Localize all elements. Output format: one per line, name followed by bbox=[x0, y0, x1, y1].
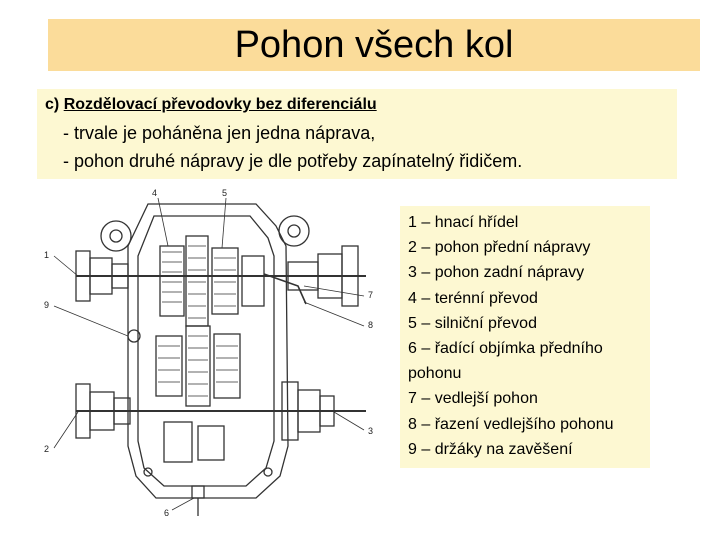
legend-item: 8 – řazení vedlejšího pohonu bbox=[408, 415, 614, 433]
gear-upper-4 bbox=[242, 256, 264, 306]
gear-upper-1 bbox=[160, 246, 184, 316]
legend-item: 3 – pohon zadní nápravy bbox=[408, 264, 585, 282]
drawing-label: 5 bbox=[222, 188, 228, 198]
drawing-label: 4 bbox=[152, 188, 158, 198]
title-banner bbox=[48, 19, 700, 71]
mount-ear-right bbox=[279, 216, 309, 246]
drawing-label: 3 bbox=[368, 426, 374, 436]
gear-mid-1 bbox=[156, 336, 182, 396]
shift-lever bbox=[264, 274, 306, 304]
gear-upper-2 bbox=[186, 236, 208, 326]
legend-list bbox=[400, 206, 650, 462]
gear-lower-1 bbox=[164, 422, 192, 462]
legend-item: 7 – vedlejší pohon bbox=[408, 390, 538, 408]
transfer-case-drawing bbox=[36, 186, 396, 536]
gear-mid-2 bbox=[186, 326, 210, 406]
legend-item: 9 – držáky na zavěšení bbox=[408, 440, 573, 458]
section-heading-text: Rozdělovací převodovky bez diferenciálu bbox=[63, 96, 377, 113]
drawing-label: 2 bbox=[44, 444, 50, 454]
drawing-label: 1 bbox=[44, 250, 50, 260]
legend-item: 4 – terénní převod bbox=[408, 289, 538, 307]
drawing-label: 8 bbox=[368, 320, 374, 330]
drawing-label: 9 bbox=[44, 300, 50, 310]
bullet-item: - pohon druhé nápravy je dle potřeby zapínatelný řidičem. bbox=[63, 151, 523, 171]
legend-item: 1 – hnací hřídel bbox=[408, 214, 519, 231]
transfer-case-diagram bbox=[36, 186, 396, 536]
drawing-label: 7 bbox=[368, 290, 374, 300]
gear-mid-3 bbox=[214, 334, 240, 398]
mount-ear-left bbox=[101, 221, 131, 251]
legend-item: 5 – silniční převod bbox=[408, 314, 537, 332]
bullet-item: - trvale je poháněna jen jedna náprava, bbox=[63, 123, 376, 143]
legend-item: 2 – pohon přední nápravy bbox=[408, 239, 591, 257]
drawing-label: 6 bbox=[164, 508, 170, 518]
section-box bbox=[37, 89, 677, 179]
section-heading bbox=[45, 95, 377, 115]
section-prefix: c) bbox=[45, 96, 60, 113]
legend-item: 6 – řadící objímka předního pohonu bbox=[408, 340, 603, 383]
page-title: Pohon všech kol bbox=[234, 24, 514, 66]
legend-box bbox=[400, 206, 650, 468]
gear-lower-2 bbox=[198, 426, 224, 460]
